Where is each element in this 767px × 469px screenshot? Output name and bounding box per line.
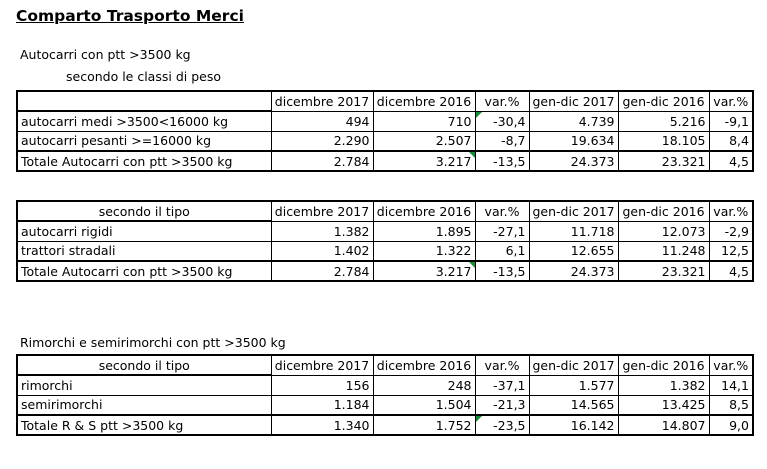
table-section3 bbox=[16, 354, 754, 436]
cell-value: 1.752 bbox=[373, 415, 475, 435]
cell-value: 14,1 bbox=[709, 375, 753, 395]
row-label: autocarri medi >3500<16000 kg bbox=[17, 111, 271, 131]
cell-value: 1.402 bbox=[271, 241, 373, 261]
table-row bbox=[17, 131, 753, 151]
cell-value: -30,4 bbox=[475, 111, 529, 131]
table-row bbox=[17, 395, 753, 415]
row-label: autocarri rigidi bbox=[17, 221, 271, 241]
cell-value: 3.217 bbox=[373, 151, 475, 171]
cell-value: 8,4 bbox=[709, 131, 753, 151]
col-header: gen-dic 2017 bbox=[529, 355, 618, 375]
total-label: Totale Autocarri con ptt >3500 kg bbox=[17, 261, 271, 281]
cell-flag-marker bbox=[469, 152, 475, 158]
cell-value: 248 bbox=[373, 375, 475, 395]
cell-value: 14.807 bbox=[618, 415, 709, 435]
cell-value: 2.784 bbox=[271, 151, 373, 171]
cell-flag-marker bbox=[476, 416, 482, 422]
cell-value: 23.321 bbox=[618, 151, 709, 171]
cell-value: 24.373 bbox=[529, 261, 618, 281]
cell-value: 4,5 bbox=[709, 261, 753, 281]
col-header: var.% bbox=[475, 91, 529, 111]
cell-flag-marker bbox=[469, 262, 475, 268]
col-header: var.% bbox=[709, 91, 753, 111]
cell-value: -13,5 bbox=[475, 261, 529, 281]
cell-value: 1.382 bbox=[271, 221, 373, 241]
table-section2 bbox=[16, 200, 754, 282]
cell-value: 2.784 bbox=[271, 261, 373, 281]
table-total-row bbox=[17, 261, 753, 281]
table-section1 bbox=[16, 90, 754, 172]
col-header: gen-dic 2016 bbox=[618, 201, 709, 221]
row-label: semirimorchi bbox=[17, 395, 271, 415]
cell-value: 1.504 bbox=[373, 395, 475, 415]
table-row bbox=[17, 221, 753, 241]
cell-value: 4.739 bbox=[529, 111, 618, 131]
cell-value: 6,1 bbox=[475, 241, 529, 261]
cell-value: -21,3 bbox=[475, 395, 529, 415]
cell-value: 3.217 bbox=[373, 261, 475, 281]
col-header: var.% bbox=[709, 355, 753, 375]
col-header: var.% bbox=[709, 201, 753, 221]
table-header-row bbox=[17, 91, 753, 111]
cell-value: 1.340 bbox=[271, 415, 373, 435]
cell-value: 8,5 bbox=[709, 395, 753, 415]
cell-value: 12,5 bbox=[709, 241, 753, 261]
cell-value: 12.073 bbox=[618, 221, 709, 241]
table-row bbox=[17, 375, 753, 395]
col-header: dicembre 2017 bbox=[271, 201, 373, 221]
table-total-row bbox=[17, 415, 753, 435]
cell-value: -37,1 bbox=[475, 375, 529, 395]
cell-value: 494 bbox=[271, 111, 373, 131]
row-label: trattori stradali bbox=[17, 241, 271, 261]
table-total-row bbox=[17, 151, 753, 171]
section1-heading: Autocarri con ptt >3500 kg bbox=[20, 47, 191, 62]
col-header: dicembre 2016 bbox=[373, 201, 475, 221]
total-label: Totale Autocarri con ptt >3500 kg bbox=[17, 151, 271, 171]
header-blank bbox=[17, 91, 271, 111]
cell-value: 710 bbox=[373, 111, 475, 131]
cell-value: 16.142 bbox=[529, 415, 618, 435]
col-header: gen-dic 2017 bbox=[529, 91, 618, 111]
cell-value: 14.565 bbox=[529, 395, 618, 415]
cell-value: 2.507 bbox=[373, 131, 475, 151]
col-header: var.% bbox=[475, 201, 529, 221]
col-header: gen-dic 2016 bbox=[618, 355, 709, 375]
col-header: gen-dic 2017 bbox=[529, 201, 618, 221]
section3-heading: Rimorchi e semirimorchi con ptt >3500 kg bbox=[20, 335, 286, 350]
col-header: dicembre 2016 bbox=[373, 355, 475, 375]
table-row bbox=[17, 241, 753, 261]
cell-value: -8,7 bbox=[475, 131, 529, 151]
row-label: rimorchi bbox=[17, 375, 271, 395]
table-row bbox=[17, 111, 753, 131]
cell-value: 1.322 bbox=[373, 241, 475, 261]
cell-value: -27,1 bbox=[475, 221, 529, 241]
cell-value: -13,5 bbox=[475, 151, 529, 171]
cell-value: 23.321 bbox=[618, 261, 709, 281]
col-header: var.% bbox=[475, 355, 529, 375]
col-header: dicembre 2017 bbox=[271, 355, 373, 375]
cell-value: 1.382 bbox=[618, 375, 709, 395]
col-header: gen-dic 2016 bbox=[618, 91, 709, 111]
section3-subheading: secondo il tipo bbox=[17, 355, 271, 375]
section2-subheading: secondo il tipo bbox=[17, 201, 271, 221]
cell-value: -9,1 bbox=[709, 111, 753, 131]
row-label: autocarri pesanti >=16000 kg bbox=[17, 131, 271, 151]
cell-value: 1.184 bbox=[271, 395, 373, 415]
cell-value: 1.577 bbox=[529, 375, 618, 395]
cell-value: 4,5 bbox=[709, 151, 753, 171]
total-label: Totale R & S ptt >3500 kg bbox=[17, 415, 271, 435]
cell-value: 13.425 bbox=[618, 395, 709, 415]
cell-value: 1.895 bbox=[373, 221, 475, 241]
cell-value: 9,0 bbox=[709, 415, 753, 435]
cell-value: -23,5 bbox=[475, 415, 529, 435]
cell-value: 156 bbox=[271, 375, 373, 395]
cell-value: 24.373 bbox=[529, 151, 618, 171]
cell-value: 5.216 bbox=[618, 111, 709, 131]
col-header: dicembre 2016 bbox=[373, 91, 475, 111]
table-header-row bbox=[17, 201, 753, 221]
cell-value: 19.634 bbox=[529, 131, 618, 151]
cell-value: 12.655 bbox=[529, 241, 618, 261]
cell-value: 11.248 bbox=[618, 241, 709, 261]
col-header: dicembre 2017 bbox=[271, 91, 373, 111]
cell-flag-marker bbox=[476, 112, 482, 118]
table-header-row bbox=[17, 355, 753, 375]
section1-subheading: secondo le classi di peso bbox=[66, 69, 221, 84]
cell-value: 11.718 bbox=[529, 221, 618, 241]
cell-value: 18.105 bbox=[618, 131, 709, 151]
page-title: Comparto Trasporto Merci bbox=[16, 7, 244, 25]
cell-value: 2.290 bbox=[271, 131, 373, 151]
cell-value: -2,9 bbox=[709, 221, 753, 241]
